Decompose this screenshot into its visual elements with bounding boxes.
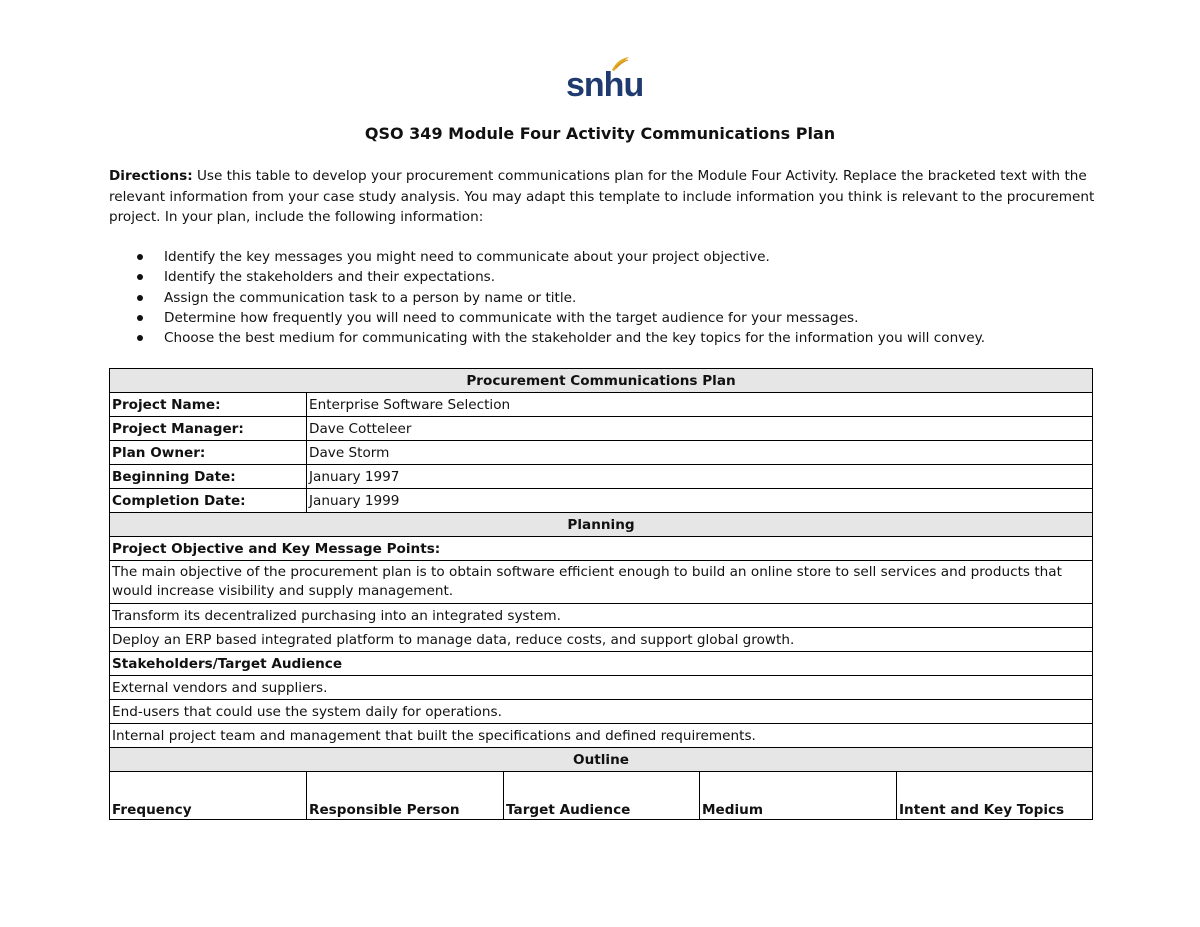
objective-item: Transform its decentralized purchasing into an integrated system. — [110, 604, 1093, 628]
directions-label: Directions: — [109, 168, 193, 184]
table-row — [110, 700, 1093, 724]
document-title: QSO 349 Module Four Activity Communications Plan — [364, 124, 836, 143]
field-value: Dave Storm — [307, 441, 1093, 465]
bullet-icon — [137, 295, 143, 301]
outline-header: Outline — [110, 748, 1093, 772]
snhu-logo — [566, 56, 644, 104]
list-item: Determine how frequently you will need to communicate with the target audience for your messages. — [109, 308, 1099, 328]
list-item: Identify the key messages you might need to communicate about your project objective. — [109, 247, 1099, 267]
communications-plan-table — [109, 368, 1093, 820]
bullet-icon — [137, 274, 143, 280]
objective-item: The main objective of the procurement plan is to obtain software efficient enough to build an online store to sell services and products that would increase visibility and supply management. — [110, 561, 1093, 604]
planning-header: Planning — [110, 513, 1093, 537]
column-header-responsible-person: Responsible Person — [307, 772, 504, 820]
table-row — [110, 369, 1093, 393]
field-label: Project Name: — [110, 393, 307, 417]
stakeholder-item: End-users that could use the system daily for operations. — [110, 700, 1093, 724]
column-header-medium: Medium — [700, 772, 897, 820]
field-label: Plan Owner: — [110, 441, 307, 465]
instructions-list — [109, 247, 1099, 348]
bullet-icon — [137, 335, 143, 341]
table-row — [110, 604, 1093, 628]
table-header: Procurement Communications Plan — [110, 369, 1093, 393]
table-row — [110, 417, 1093, 441]
column-header-intent-key-topics: Intent and Key Topics — [897, 772, 1093, 820]
directions-paragraph — [109, 166, 1099, 228]
list-item: Choose the best medium for communicating with the stakeholder and the key topics for the information you will convey. — [109, 328, 1099, 348]
field-value: January 1999 — [307, 489, 1093, 513]
logo-text: snhu — [566, 66, 644, 104]
table-row — [110, 561, 1093, 604]
outline-column-headers — [110, 772, 1093, 820]
list-item: Identify the stakeholders and their expectations. — [109, 267, 1099, 287]
table-row — [110, 537, 1093, 561]
objective-label: Project Objective and Key Message Points: — [110, 537, 1093, 561]
field-value: Enterprise Software Selection — [307, 393, 1093, 417]
table-row — [110, 628, 1093, 652]
table-row — [110, 489, 1093, 513]
stakeholders-label: Stakeholders/Target Audience — [110, 652, 1093, 676]
table-row — [110, 393, 1093, 417]
directions-text: Use this table to develop your procurement communications plan for the Module Four Activity. Replace the bracketed text with the relevant information from your case study analysis. You may adapt this template to include information you think is relevant to the procurement project. In your plan, include the following information: — [109, 168, 1095, 225]
field-value: Dave Cotteleer — [307, 417, 1093, 441]
table-row — [110, 724, 1093, 748]
stakeholder-item: External vendors and suppliers. — [110, 676, 1093, 700]
column-header-target-audience: Target Audience — [504, 772, 700, 820]
field-value: January 1997 — [307, 465, 1093, 489]
field-label: Beginning Date: — [110, 465, 307, 489]
stakeholder-item: Internal project team and management that built the specifications and defined requirements. — [110, 724, 1093, 748]
table-row — [110, 441, 1093, 465]
list-item: Assign the communication task to a person by name or title. — [109, 288, 1099, 308]
field-label: Completion Date: — [110, 489, 307, 513]
table-row — [110, 652, 1093, 676]
table-row — [110, 676, 1093, 700]
bullet-icon — [137, 254, 143, 260]
objective-item: Deploy an ERP based integrated platform to manage data, reduce costs, and support global growth. — [110, 628, 1093, 652]
table-row — [110, 465, 1093, 489]
field-label: Project Manager: — [110, 417, 307, 441]
table-row — [110, 513, 1093, 537]
bullet-icon — [137, 315, 143, 321]
table-row — [110, 748, 1093, 772]
column-header-frequency: Frequency — [110, 772, 307, 820]
